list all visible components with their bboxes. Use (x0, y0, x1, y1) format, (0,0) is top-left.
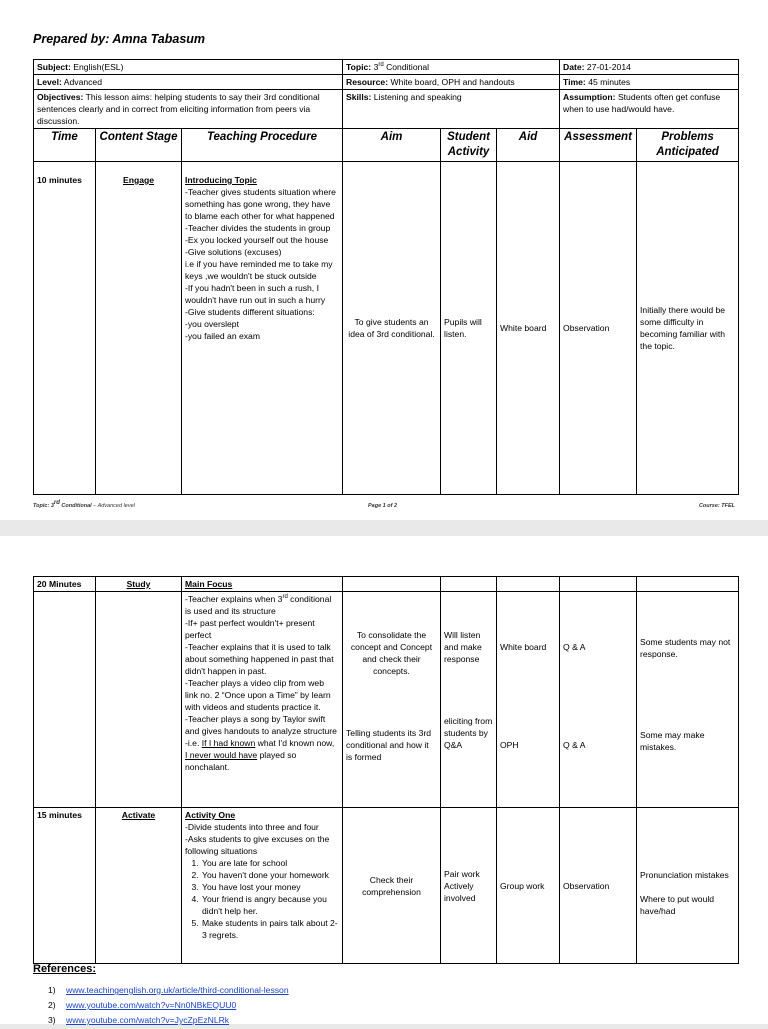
activate-stage: Activate (96, 808, 182, 964)
study-activity: Will listen and make response eliciting from students by Q&A (441, 592, 497, 808)
study-time: 20 Minutes (34, 577, 96, 592)
subject-cell: Subject: English(ESL) (34, 60, 343, 75)
date-cell: Date: 27-01-2014 (560, 60, 739, 75)
document-page-2 (0, 536, 768, 1024)
study-aim: To consolidate the concept and Concept and check their concepts. Telling students its 3rd conditional and how it is formed (343, 592, 441, 808)
header-aim: Aim (343, 129, 441, 162)
activate-aim: Check their comprehension (343, 808, 441, 964)
lesson-plan-table-continued (33, 576, 739, 964)
header-teaching-procedure: Teaching Procedure (182, 129, 343, 162)
study-row (34, 592, 739, 808)
footer-page-number: Page 1 of 2 (368, 503, 398, 509)
activate-procedure: Activity One -Divide students into three and four -Asks students to give excuses on the following situations 1. You are late for school 2. You haven't done your homework 3. You have lost your money 4. Your friend is angry because you didn't help her. 5. Make students in pairs talk about 2-3 regrets. (182, 808, 343, 964)
topic-cell: Topic: 3rd Conditional (343, 60, 560, 75)
references-list (48, 984, 289, 1029)
reference-link[interactable]: www.youtube.com/watch?v=Nn0NBkEQUU0 (66, 1000, 237, 1010)
reference-link[interactable]: www.teachingenglish.org.uk/article/third-conditional-lesson (66, 985, 289, 995)
reference-item: 3) www.youtube.com/watch?v=JycZpEzNLRk (48, 1015, 230, 1025)
situations-list (185, 857, 339, 941)
activate-row (34, 808, 739, 964)
header-time: Time (34, 129, 96, 162)
engage-aid: White board (497, 162, 560, 495)
header-aid: Aid (497, 129, 560, 162)
activate-activity: Pair work Actively involved (441, 808, 497, 964)
objectives-cell: Objectives: This lesson aims: helping students to say their 3rd conditional sentences clearly and in correct from eliciting information from peers via discussion. (34, 90, 343, 129)
activate-time: 15 minutes (34, 808, 96, 964)
engage-row (34, 162, 739, 495)
study-title-row (34, 577, 739, 592)
list-item: 3. You have lost your money (201, 881, 339, 893)
reference-item: 2) www.youtube.com/watch?v=Nn0NBkEQUU0 (48, 1000, 237, 1010)
engage-assessment: Observation (560, 162, 637, 495)
activate-problems: Pronunciation mistakes Where to put would have/had (637, 808, 739, 964)
study-procedure: -Teacher explains when 3rd conditional is used and its structure -If+ past perfect wouldn't+ present perfect -Teacher explains that it is used to talk about something happened in past that didn't happen in past. -Teacher plays a video clip from web link no. 2 “Once upon a Time” by learn with videos and students practice it. -Teacher plays a song by Taylor swift and gives handouts to analyze structure -i.e. If I had known what I'd known now, I never would have played so nonchalant. (182, 592, 343, 808)
activate-assessment: Observation (560, 808, 637, 964)
info-row-2 (34, 75, 739, 90)
skills-cell: Skills: Listening and speaking (343, 90, 560, 129)
study-aid: White board OPH (497, 592, 560, 808)
time-cell: Time: 45 minutes (560, 75, 739, 90)
reference-item: 1) www.teachingenglish.org.uk/article/third-conditional-lesson (48, 985, 289, 995)
footer-topic: Topic: 3rd Conditional – Advanced level (33, 500, 135, 509)
column-header-row (34, 129, 739, 162)
assumption-cell: Assumption: Students often get confuse when to use had/would have. (560, 90, 739, 129)
engage-aim: To give students an idea of 3rd conditional. (343, 162, 441, 495)
footer-course: Course: TFEL (698, 503, 735, 509)
engage-time: 10 minutes (34, 162, 96, 495)
engage-activity: Pupils will listen. (441, 162, 497, 495)
header-content-stage: Content Stage (96, 129, 182, 162)
header-assessment: Assessment (560, 129, 637, 162)
engage-problems: Initially there would be some difficulty in becoming familiar with the topic. (637, 162, 739, 495)
list-item: 1. You are late for school (201, 857, 339, 869)
activate-aid: Group work (497, 808, 560, 964)
references-heading: References: (33, 963, 96, 975)
resource-cell: Resource: White board, OPH and handouts (343, 75, 560, 90)
study-problems: Some students may not response. Some may make mistakes. (637, 592, 739, 808)
level-cell: Level: Advanced (34, 75, 343, 90)
list-item: 5. Make students in pairs talk about 2-3 regrets. (201, 917, 339, 941)
engage-stage: Engage (96, 162, 182, 495)
study-assessment: Q & A Q & A (560, 592, 637, 808)
list-item: 4. Your friend is angry because you didn't help her. (201, 893, 339, 917)
info-row-3 (34, 90, 739, 129)
lesson-plan-table (33, 59, 739, 495)
info-row-1 (34, 60, 739, 75)
engage-procedure: Introducing Topic -Teacher gives students situation where something has gone wrong, they have to blame each other for what happened -Teacher divides the students in group -Ex you locked yourself out the house -Give solutions (excuses) i.e if you have reminded me to take my keys ,we wouldn't be stuck outside -If you hadn't been in such a rush, I wouldn't have run out in such a hurry -Give students different situations: -you overslept -you failed an exam (182, 162, 343, 495)
study-stage: Study (96, 577, 182, 592)
header-student-activity: Student Activity (441, 129, 497, 162)
list-item: 2. You haven't done your homework (201, 869, 339, 881)
header-problems-anticipated: Problems Anticipated (637, 129, 739, 162)
prepared-by: Prepared by: Amna Tabasum (33, 32, 206, 46)
study-procedure-title: Main Focus (182, 577, 343, 592)
reference-link[interactable]: www.youtube.com/watch?v=JycZpEzNLRk (66, 1015, 230, 1025)
